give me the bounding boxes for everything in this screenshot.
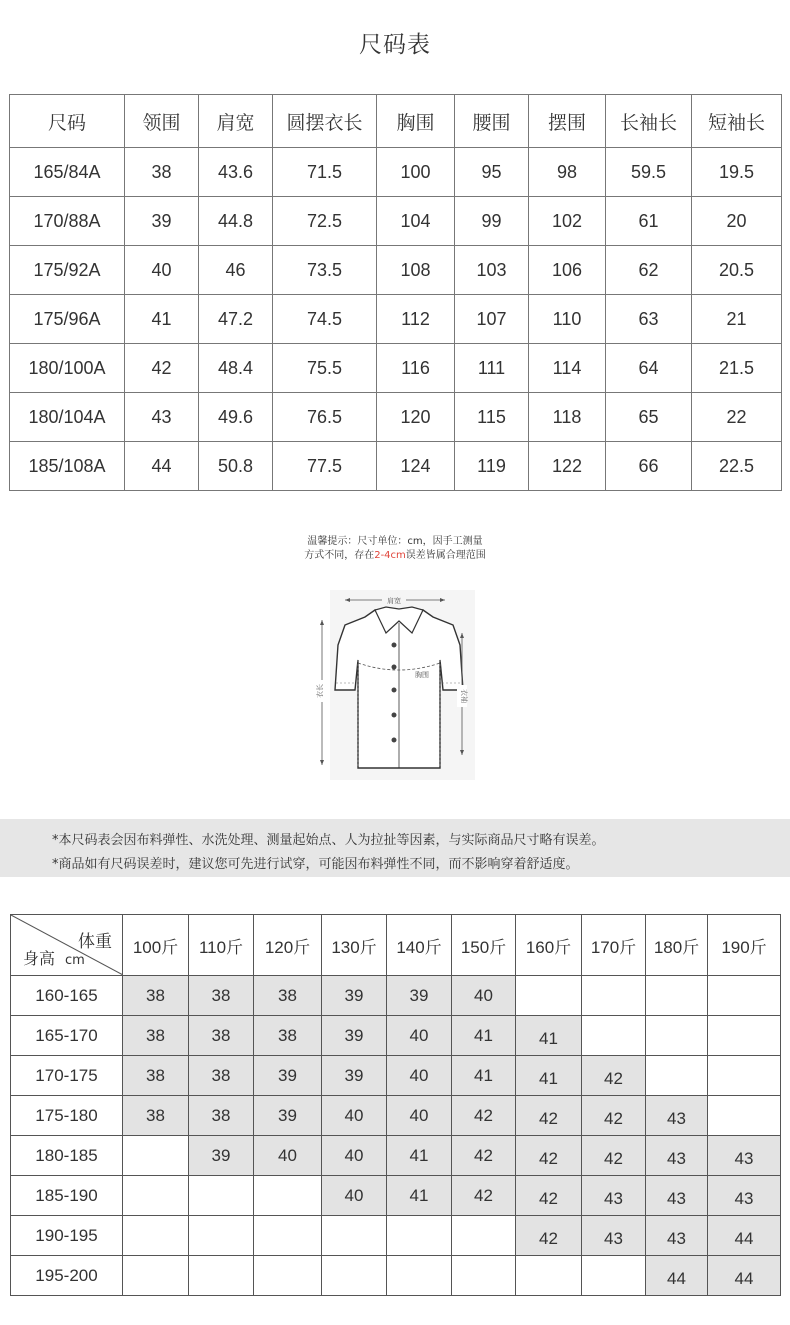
header-chest: 胸围: [377, 95, 455, 148]
rec-size-cell: 39: [254, 1056, 322, 1096]
rec-size-cell: [516, 976, 582, 1016]
rec-size-cell: 38: [189, 1056, 254, 1096]
size-row: [10, 344, 782, 393]
rec-size-cell: 42: [452, 1136, 516, 1176]
weight-header: 110斤: [189, 915, 254, 976]
size-cell: 50.8: [199, 442, 273, 491]
rec-size-cell: [254, 1176, 322, 1216]
rec-size-cell: 42: [582, 1096, 646, 1136]
rec-size-cell: 38: [123, 1056, 189, 1096]
rec-size-cell: 38: [189, 1096, 254, 1136]
rec-size-cell: 38: [123, 1016, 189, 1056]
rec-size-cell: [189, 1216, 254, 1256]
note-1: *本尺码表会因布料弹性、水洗处理、测量起始点、人为拉扯等因素，与实际商品尺寸略有误差。: [52, 833, 605, 848]
tip-text-end: 误差皆属合理范围: [405, 550, 486, 561]
weight-header: 130斤: [322, 915, 387, 976]
size-cell: 44: [125, 442, 199, 491]
size-cell: 107: [455, 295, 529, 344]
size-cell: 22.5: [692, 442, 782, 491]
rec-size-cell: 43: [646, 1176, 708, 1216]
rec-size-cell: [582, 976, 646, 1016]
rec-size-cell: [254, 1256, 322, 1296]
header-hem: 摆围: [529, 95, 606, 148]
size-cell: 106: [529, 246, 606, 295]
size-cell: 120: [377, 393, 455, 442]
size-recommendation-table: [10, 914, 781, 1296]
weight-header: 120斤: [254, 915, 322, 976]
rec-size-cell: 43: [646, 1136, 708, 1176]
rec-size-cell: 39: [189, 1136, 254, 1176]
size-cell: 110: [529, 295, 606, 344]
rec-size-cell: 38: [189, 1016, 254, 1056]
weight-header: 190斤: [708, 915, 781, 976]
rec-size-cell: 42: [452, 1096, 516, 1136]
height-range: 180-185: [11, 1136, 123, 1176]
size-cell: 21: [692, 295, 782, 344]
weight-header: 140斤: [387, 915, 452, 976]
rec-size-cell: 43: [582, 1176, 646, 1216]
size-cell: 77.5: [273, 442, 377, 491]
rec-size-cell: [582, 1256, 646, 1296]
size-cell: 48.4: [199, 344, 273, 393]
size-row: [10, 295, 782, 344]
rec-size-cell: 42: [516, 1096, 582, 1136]
height-label-text: 身高: [23, 949, 56, 968]
size-cell: 22: [692, 393, 782, 442]
rec-row: [11, 1056, 781, 1096]
size-cell: 124: [377, 442, 455, 491]
rec-size-cell: 43: [646, 1096, 708, 1136]
rec-size-cell: 38: [189, 976, 254, 1016]
size-cell: 185/108A: [10, 442, 125, 491]
size-row: [10, 393, 782, 442]
size-cell: 73.5: [273, 246, 377, 295]
weight-header: 150斤: [452, 915, 516, 976]
sleeve-label: 衣袖: [460, 689, 468, 703]
size-cell: 116: [377, 344, 455, 393]
rec-size-cell: 42: [582, 1056, 646, 1096]
rec-size-cell: 43: [708, 1176, 781, 1216]
rec-size-cell: 42: [516, 1216, 582, 1256]
height-unit: cm: [65, 953, 85, 968]
size-row: [10, 246, 782, 295]
rec-size-cell: 40: [322, 1136, 387, 1176]
size-cell: 40: [125, 246, 199, 295]
rec-size-cell: [387, 1256, 452, 1296]
rec-size-cell: 39: [322, 1056, 387, 1096]
size-cell: 64: [606, 344, 692, 393]
corner-cell: [11, 915, 123, 976]
rec-size-cell: 41: [387, 1176, 452, 1216]
size-cell: 74.5: [273, 295, 377, 344]
height-range: 170-175: [11, 1056, 123, 1096]
height-range: 160-165: [11, 976, 123, 1016]
size-cell: 170/88A: [10, 197, 125, 246]
rec-size-cell: 43: [646, 1216, 708, 1256]
rec-size-cell: 41: [516, 1016, 582, 1056]
height-range: 190-195: [11, 1216, 123, 1256]
rec-size-cell: 40: [322, 1096, 387, 1136]
rec-size-cell: [646, 976, 708, 1016]
size-cell: 95: [455, 148, 529, 197]
weight-header: 160斤: [516, 915, 582, 976]
size-cell: 38: [125, 148, 199, 197]
tip-text: 方式不同，存在: [304, 550, 375, 561]
rec-size-cell: [708, 1096, 781, 1136]
size-cell: 111: [455, 344, 529, 393]
size-cell: 103: [455, 246, 529, 295]
size-cell: 99: [455, 197, 529, 246]
rec-size-cell: 40: [452, 976, 516, 1016]
header-collar: 领围: [125, 95, 199, 148]
weight-axis-label: 体重: [78, 932, 112, 952]
size-cell: 46: [199, 246, 273, 295]
size-cell: 65: [606, 393, 692, 442]
header-long-sleeve: 长袖长: [606, 95, 692, 148]
rec-size-cell: 39: [254, 1096, 322, 1136]
size-cell: 49.6: [199, 393, 273, 442]
size-cell: 108: [377, 246, 455, 295]
rec-size-cell: 40: [387, 1056, 452, 1096]
size-cell: 39: [125, 197, 199, 246]
rec-size-cell: 39: [322, 1016, 387, 1056]
header-shoulder: 肩宽: [199, 95, 273, 148]
size-cell: 165/84A: [10, 148, 125, 197]
rec-size-cell: 41: [387, 1136, 452, 1176]
header-size: 尺码: [10, 95, 125, 148]
rec-size-cell: [582, 1016, 646, 1056]
rec-row: [11, 1096, 781, 1136]
size-cell: 43.6: [199, 148, 273, 197]
size-cell: 175/92A: [10, 246, 125, 295]
size-cell: 118: [529, 393, 606, 442]
notes-banner: [0, 819, 790, 877]
rec-size-cell: [189, 1256, 254, 1296]
rec-size-cell: 42: [452, 1176, 516, 1216]
size-cell: 115: [455, 393, 529, 442]
size-cell: 180/104A: [10, 393, 125, 442]
rec-size-cell: [123, 1256, 189, 1296]
rec-size-cell: [387, 1216, 452, 1256]
rec-size-cell: 38: [123, 1096, 189, 1136]
rec-size-cell: [123, 1136, 189, 1176]
size-cell: 175/96A: [10, 295, 125, 344]
rec-row: [11, 976, 781, 1016]
rec-size-cell: [708, 976, 781, 1016]
size-cell: 20: [692, 197, 782, 246]
size-cell: 180/100A: [10, 344, 125, 393]
measurement-tip: [0, 535, 790, 563]
rec-size-cell: [123, 1176, 189, 1216]
rec-size-cell: 39: [322, 976, 387, 1016]
size-row: [10, 148, 782, 197]
size-cell: 122: [529, 442, 606, 491]
rec-row: [11, 1216, 781, 1256]
rec-size-cell: [708, 1056, 781, 1096]
height-range: 195-200: [11, 1256, 123, 1296]
size-cell: 102: [529, 197, 606, 246]
header-length: 圆摆衣长: [273, 95, 377, 148]
size-cell: 71.5: [273, 148, 377, 197]
rec-row: [11, 1016, 781, 1056]
tip-line-2: [0, 549, 790, 563]
rec-size-cell: [322, 1216, 387, 1256]
rec-size-cell: [452, 1256, 516, 1296]
weight-header: 170斤: [582, 915, 646, 976]
rec-size-cell: 43: [582, 1216, 646, 1256]
rec-size-cell: 42: [516, 1176, 582, 1216]
size-cell: 19.5: [692, 148, 782, 197]
rec-row: [11, 1176, 781, 1216]
shoulder-label: 肩宽: [387, 597, 401, 605]
rec-size-cell: [708, 1016, 781, 1056]
height-range: 165-170: [11, 1016, 123, 1056]
size-cell: 98: [529, 148, 606, 197]
rec-size-cell: [516, 1256, 582, 1296]
size-cell: 119: [455, 442, 529, 491]
rec-size-cell: [189, 1176, 254, 1216]
rec-size-cell: 41: [516, 1056, 582, 1096]
rec-size-cell: [646, 1016, 708, 1056]
rec-size-cell: [452, 1216, 516, 1256]
rec-size-cell: 41: [452, 1016, 516, 1056]
rec-size-cell: 40: [322, 1176, 387, 1216]
size-cell: 66: [606, 442, 692, 491]
size-cell: 61: [606, 197, 692, 246]
header-short-sleeve: 短袖长: [692, 95, 782, 148]
rec-size-cell: [254, 1216, 322, 1256]
size-cell: 75.5: [273, 344, 377, 393]
size-cell: 63: [606, 295, 692, 344]
size-cell: 112: [377, 295, 455, 344]
size-cell: 42: [125, 344, 199, 393]
rec-size-cell: 44: [646, 1256, 708, 1296]
rec-size-cell: [123, 1216, 189, 1256]
tip-error-range: 2-4cm: [374, 550, 406, 561]
shirt-diagram: [300, 585, 480, 785]
size-cell: 41: [125, 295, 199, 344]
size-row: [10, 442, 782, 491]
size-cell: 100: [377, 148, 455, 197]
length-label: 衣长: [316, 684, 324, 698]
rec-size-cell: 38: [123, 976, 189, 1016]
size-cell: 104: [377, 197, 455, 246]
size-cell: 76.5: [273, 393, 377, 442]
rec-size-cell: 43: [708, 1136, 781, 1176]
rec-size-cell: 42: [516, 1136, 582, 1176]
rec-size-cell: 40: [387, 1016, 452, 1056]
size-table-header: [10, 95, 782, 148]
rec-size-cell: 44: [708, 1216, 781, 1256]
rec-size-cell: 42: [582, 1136, 646, 1176]
height-range: 175-180: [11, 1096, 123, 1136]
rec-row: [11, 1256, 781, 1296]
height-range: 185-190: [11, 1176, 123, 1216]
size-cell: 59.5: [606, 148, 692, 197]
size-cell: 114: [529, 344, 606, 393]
rec-size-cell: [646, 1056, 708, 1096]
rec-size-cell: [322, 1256, 387, 1296]
rec-size-cell: 44: [708, 1256, 781, 1296]
rec-header-row: [11, 915, 781, 976]
rec-size-cell: 38: [254, 976, 322, 1016]
rec-size-cell: 40: [387, 1096, 452, 1136]
rec-row: [11, 1136, 781, 1176]
size-cell: 43: [125, 393, 199, 442]
chest-label: 胸围: [415, 671, 429, 679]
size-row: [10, 197, 782, 246]
size-cell: 44.8: [199, 197, 273, 246]
header-waist: 腰围: [455, 95, 529, 148]
height-axis-label: [23, 946, 85, 969]
rec-size-cell: 40: [254, 1136, 322, 1176]
size-cell: 72.5: [273, 197, 377, 246]
weight-header: 100斤: [123, 915, 189, 976]
size-cell: 21.5: [692, 344, 782, 393]
note-2: *商品如有尺码误差时，建议您可先进行试穿，可能因布料弹性不同，而不影响穿着舒适度。: [52, 857, 579, 872]
weight-header: 180斤: [646, 915, 708, 976]
rec-size-cell: 38: [254, 1016, 322, 1056]
size-cell: 47.2: [199, 295, 273, 344]
size-table: [9, 94, 782, 491]
size-cell: 20.5: [692, 246, 782, 295]
rec-size-cell: 41: [452, 1056, 516, 1096]
page-title: 尺码表: [359, 32, 431, 58]
rec-size-cell: 39: [387, 976, 452, 1016]
size-cell: 62: [606, 246, 692, 295]
tip-line-1: 温馨提示：尺寸单位：cm，因手工测量: [307, 536, 483, 547]
